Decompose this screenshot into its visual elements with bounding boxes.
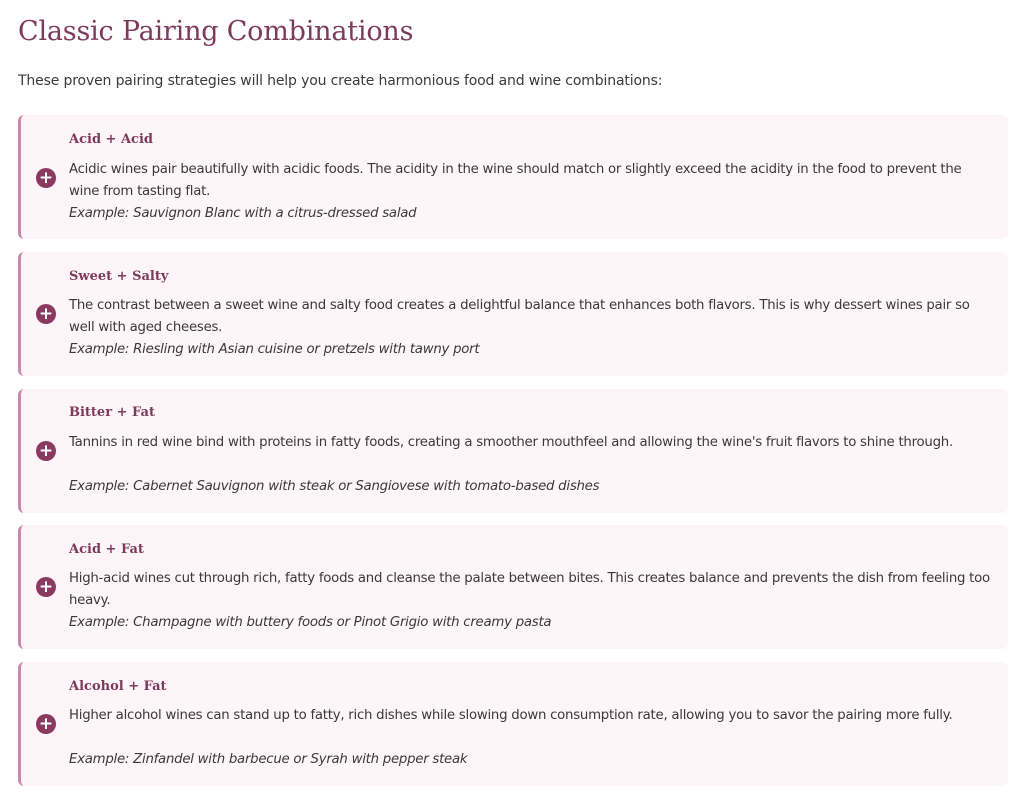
plus-circle-icon[interactable]: + <box>36 441 56 461</box>
pairing-example: Example: Riesling with Asian cuisine or pretzels with tawny port <box>69 342 480 357</box>
pairing-card-acid-fat <box>18 525 1008 649</box>
pairing-example: Example: Champagne with buttery foods or Pinot Grigio with creamy pasta <box>69 615 552 630</box>
plus-circle-icon[interactable]: + <box>36 304 56 324</box>
pairing-description: Higher alcohol wines can stand up to fatty, rich dishes while slowing down consumption rate, allowing you to savor the pairing more fully. <box>69 708 953 723</box>
pairing-example: Example: Zinfandel with barbecue or Syrah with pepper steak <box>69 752 468 767</box>
pairing-card-sweet-salty <box>18 252 1008 376</box>
pairing-title: Acid + Fat <box>69 542 144 557</box>
page-title: Classic Pairing Combinations <box>18 16 414 47</box>
plus-circle-icon[interactable]: + <box>36 714 56 734</box>
pairing-title: Alcohol + Fat <box>69 679 167 694</box>
pairing-card-alcohol-fat <box>18 662 1008 786</box>
plus-circle-icon[interactable]: + <box>36 168 56 188</box>
pairing-description: Tannins in red wine bind with proteins in fatty foods, creating a smoother mouthfeel and allowing the wine's fruit flavors to shine through. <box>69 435 953 450</box>
pairing-example: Example: Cabernet Sauvignon with steak or Sangiovese with tomato-based dishes <box>69 479 600 494</box>
pairing-description: The contrast between a sweet wine and salty food creates a delightful balance that enhances both flavors. This is why dessert wines pair so well with aged cheeses. <box>69 298 970 335</box>
pairing-description: High-acid wines cut through rich, fatty foods and cleanse the palate between bites. This creates balance and prevents the dish from feeling too heavy. <box>69 571 990 608</box>
plus-circle-icon[interactable]: + <box>36 577 56 597</box>
intro-text: These proven pairing strategies will help you create harmonious food and wine combinations: <box>18 73 663 89</box>
pairing-example: Example: Sauvignon Blanc with a citrus-dressed salad <box>69 206 417 221</box>
pairing-card-bitter-fat <box>18 389 1008 513</box>
pairing-title: Sweet + Salty <box>69 269 169 284</box>
pairing-description: Acidic wines pair beautifully with acidic foods. The acidity in the wine should match or slightly exceed the acidity in the food to prevent the wine from tasting flat. <box>69 162 962 199</box>
pairing-title: Bitter + Fat <box>69 405 155 420</box>
pairing-card-acid-acid <box>18 115 1008 239</box>
pairing-title: Acid + Acid <box>69 132 154 147</box>
